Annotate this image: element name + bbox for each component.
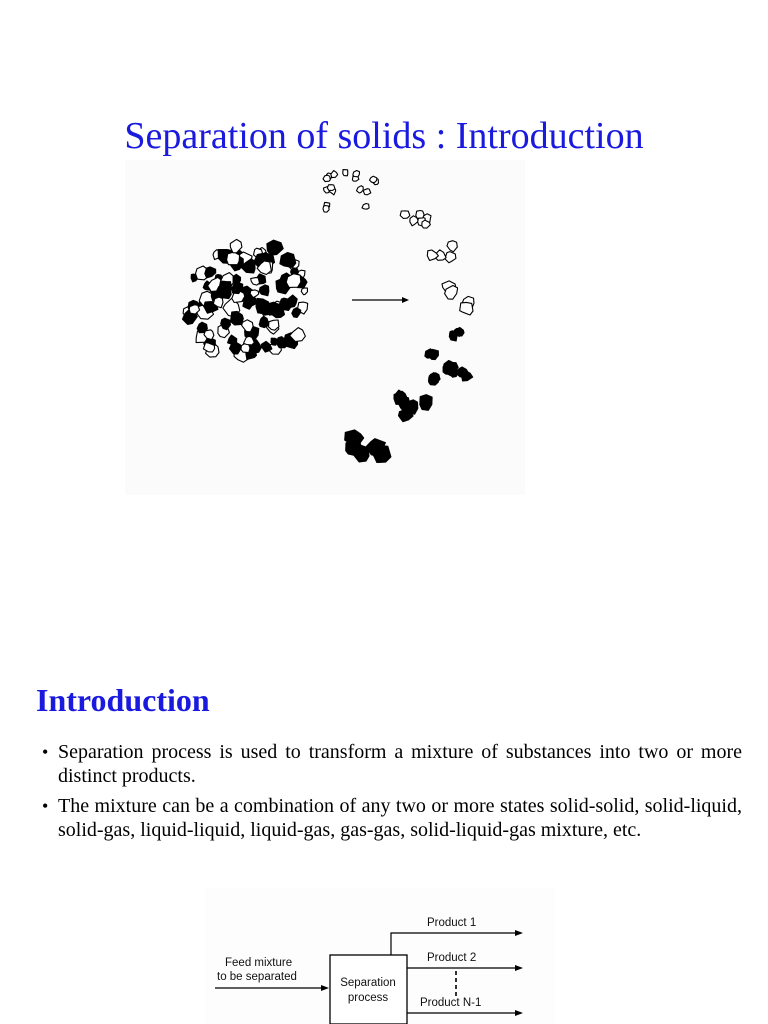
product2-label: Product 2: [427, 952, 477, 964]
particle-separation-figure: [125, 160, 525, 495]
light-particle: [323, 175, 330, 181]
light-particle: [343, 170, 348, 176]
light-particle: [362, 204, 369, 210]
light-particle: [227, 252, 240, 265]
dark-particle: [271, 338, 277, 345]
productN1-label: Product N-1: [420, 997, 482, 1009]
light-particle: [353, 171, 360, 177]
light-particle: [323, 206, 329, 213]
dark-particle: [420, 398, 431, 411]
bullet-list: [42, 740, 742, 848]
product1-label: Product 1: [427, 917, 477, 929]
separation-process-box: [330, 955, 407, 1024]
box-label-line2: process: [347, 992, 389, 1004]
dark-particle: [394, 391, 407, 404]
separation-process-diagram: [205, 888, 555, 1024]
bullet-item: • Separation process is used to transform a mixture of substances into two or more distinct products.: [42, 740, 742, 788]
box-label-line1: Separation: [340, 977, 396, 989]
light-particle: [327, 185, 335, 191]
dark-particle: [429, 373, 439, 384]
light-particle: [363, 189, 371, 195]
light-particle: [370, 176, 377, 183]
feed-label-line2: to be separated: [217, 971, 297, 983]
slide-title: Separation of solids : Introduction: [124, 115, 644, 157]
dark-particle: [373, 446, 391, 463]
dark-particle: [219, 281, 232, 292]
light-particle: [400, 211, 410, 219]
section-heading: Introduction: [36, 682, 210, 718]
light-particle: [416, 211, 424, 219]
bullet-item: • The mixture can be a combination of any two or more states solid-solid, solid-liquid, solid-gas, liquid-liquid, liquid-gas, gas-gas, solid-liquid-gas mixture, etc.: [42, 794, 742, 842]
feed-label-line1: Feed mixture: [225, 957, 293, 969]
